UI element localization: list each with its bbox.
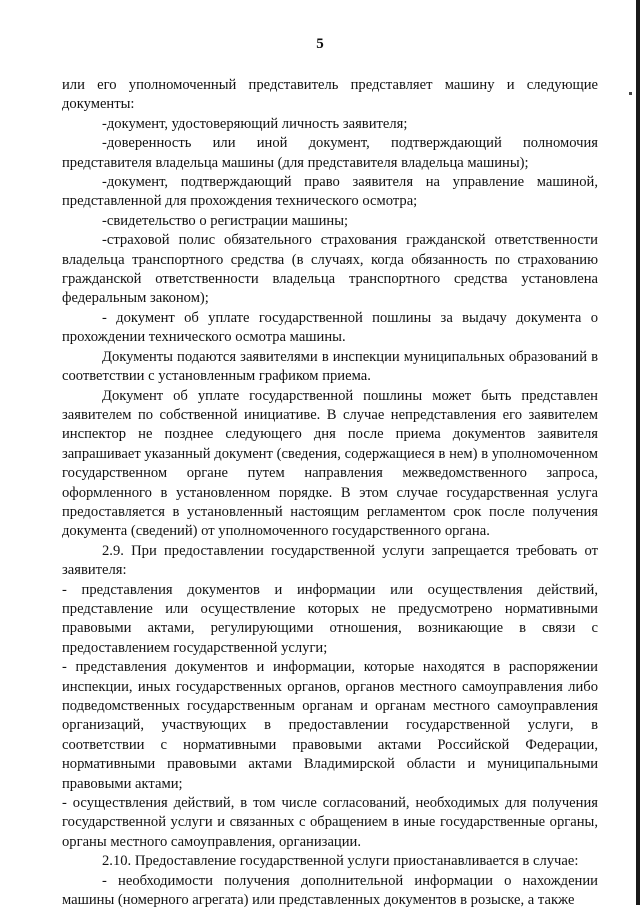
paragraph: -свидетельство о регистрации машины; [102,212,349,229]
paragraph: - необходимости получения дополнительной информации о нахождении машины (номерного агрегата) или представленных документов в розыске, а также [62,872,598,909]
paragraph: -доверенность или иной документ, подтверждающий полномочия представителя владельца машины (для представителя владельца машины); [62,135,598,171]
paragraph: - представления документов и информации или осуществления действий, представление или осуществление которых не предусмотрено нормативными правовыми актами, регулирующими отношения, возникающие в связи с предоставлением государственной услуги; [62,581,598,656]
paragraph: - представления документов и информации, которые находятся в распоряжении инспекции, иных государственных органов, органов местного самоуправления либо подведомственных государственным органам и органам местного самоуправления организаций, участвующих в предоставлении государственной услуги, в соответствии с нормативными правовыми актами Российской Федерации, нормативными правовыми актами Владимирской области и муниципальными правовыми актами; [62,659,598,792]
paragraph: или его уполномоченный представитель представляет машину и следующие документы: [62,77,598,113]
paragraph: - осуществления действий, в том числе согласований, необходимых для получения государственной услуги и связанных с обращением в иные государственные органы, органы местного самоуправления, организации. [62,795,598,850]
paragraph: -страховой полис обязательного страхования гражданской ответственности владельца транспортного средства (в случаях, когда обязанность по страхованию гражданской ответственности владельца транспортного средства установлена федеральным законом); [62,232,598,307]
paragraph: -документ, удостоверяющий личность заявителя; [102,115,408,132]
scan-edge [636,0,640,905]
paragraph: -документ, подтверждающий право заявителя на управление машиной, представленной для прохождения технического осмотра; [62,174,598,210]
paragraph: - документ об уплате государственной пошлины за выдачу документа о прохождении технического осмотра машины. [62,309,598,346]
scan-mark [629,92,632,95]
paragraph: Документ об уплате государственной пошлины может быть представлен заявителем по собственной инициативе. В случае непредставления его заявителем инспектор не позднее следующего дня после приема документов заявителя запрашивает указанный документ (сведения, содержащиеся в нем) в уполномоченном государственном органе путем направления межведомственного запроса, оформленного в установленном порядке. В этом случае государственная услуга предоставляется в установленный настоящим регламентом срок после получения документа (сведений) от уполномоченного государственного органа. [62,387,598,540]
paragraph: 2.10. Предоставление государственной услуги приостанавливается в случае: [102,853,579,870]
paragraph: 2.9. При предоставлении государственной услуги запрещается требовать от заявителя: [62,542,598,579]
document-body [62,76,598,910]
paragraph: Документы подаются заявителями в инспекции муниципальных образований в соответствии с установленным графиком приема. [62,348,598,385]
page-number: 5 [316,36,324,52]
